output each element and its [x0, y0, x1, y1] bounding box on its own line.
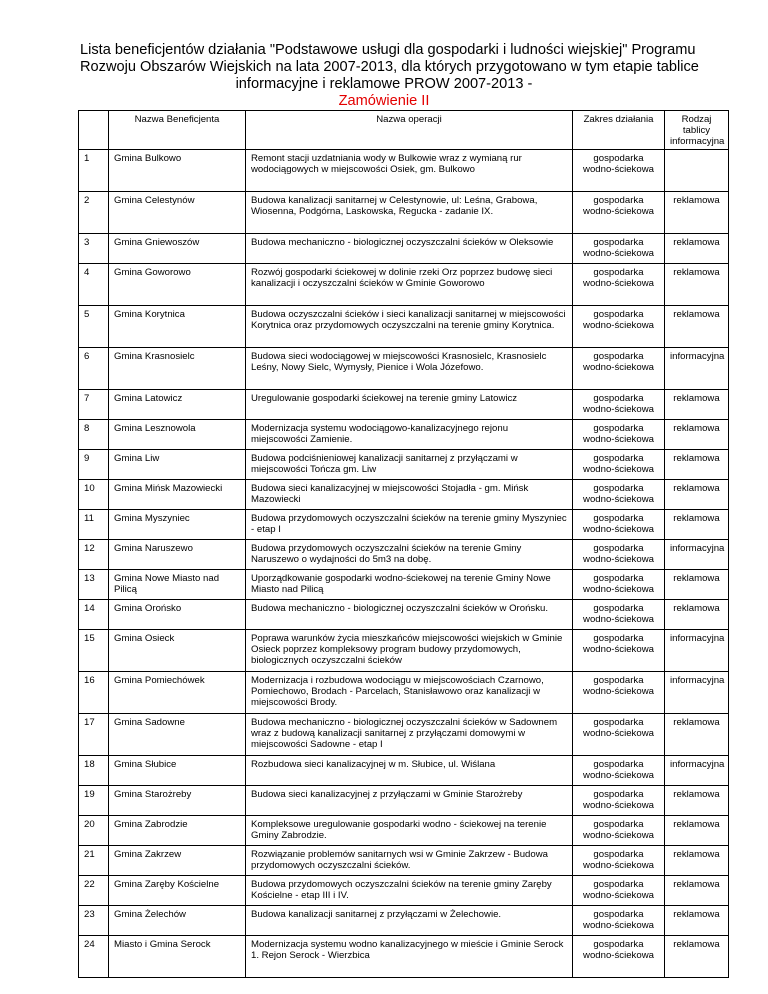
- row-beneficiary: Gmina Bulkowo: [109, 150, 246, 192]
- row-scope: gospodarka wodno-ściekowa: [573, 150, 665, 192]
- row-number: 16: [79, 672, 109, 714]
- table-row: [79, 672, 729, 714]
- row-scope: gospodarka wodno-ściekowa: [573, 480, 665, 510]
- row-scope: gospodarka wodno-ściekowa: [573, 192, 665, 234]
- table-row: [79, 756, 729, 786]
- table-row: [79, 540, 729, 570]
- table-row: [79, 450, 729, 480]
- table-header-row: [79, 111, 729, 150]
- row-beneficiary: Miasto i Gmina Serock: [109, 936, 246, 978]
- row-scope: gospodarka wodno-ściekowa: [573, 264, 665, 306]
- row-type: informacyjna: [665, 540, 729, 570]
- row-scope: gospodarka wodno-ściekowa: [573, 570, 665, 600]
- row-operation: Rozwiązanie problemów sanitarnych wsi w Gminie Zakrzew - Budowa przydomowych oczyszczalni ścieków.: [246, 846, 573, 876]
- row-operation: Budowa przydomowych oczyszczalni ścieków na terenie Gminy Naruszewo o wydajności do 5m3 na dobę.: [246, 540, 573, 570]
- row-beneficiary: Gmina Gniewoszów: [109, 234, 246, 264]
- row-number: 2: [79, 192, 109, 234]
- row-number: 10: [79, 480, 109, 510]
- row-number: 20: [79, 816, 109, 846]
- row-scope: gospodarka wodno-ściekowa: [573, 906, 665, 936]
- row-operation: Rozwój gospodarki ściekowej w dolinie rzeki Orz poprzez budowę sieci kanalizacji i oczyszczalni ścieków w Gminie Goworowo: [246, 264, 573, 306]
- table-row: [79, 600, 729, 630]
- row-operation: Budowa mechaniczno - biologicznej oczyszczalni ścieków w Oleksowie: [246, 234, 573, 264]
- table-row: [79, 390, 729, 420]
- row-scope: gospodarka wodno-ściekowa: [573, 756, 665, 786]
- row-beneficiary: Gmina Orońsko: [109, 600, 246, 630]
- table-row: [79, 846, 729, 876]
- row-type: reklamowa: [665, 234, 729, 264]
- row-number: 12: [79, 540, 109, 570]
- row-operation: Budowa mechaniczno - biologicznej oczyszczalni ścieków w Orońsku.: [246, 600, 573, 630]
- header-operation: Nazwa operacji: [246, 111, 573, 150]
- row-scope: gospodarka wodno-ściekowa: [573, 540, 665, 570]
- row-scope: gospodarka wodno-ściekowa: [573, 234, 665, 264]
- row-beneficiary: Gmina Korytnica: [109, 306, 246, 348]
- table-row: [79, 306, 729, 348]
- row-scope: gospodarka wodno-ściekowa: [573, 714, 665, 756]
- row-operation: Budowa podciśnieniowej kanalizacji sanitarnej z przyłączami w miejscowości Tończa gm. Liw: [246, 450, 573, 480]
- row-scope: gospodarka wodno-ściekowa: [573, 306, 665, 348]
- table-row: [79, 480, 729, 510]
- document-title: [80, 42, 699, 110]
- row-type: reklamowa: [665, 936, 729, 978]
- row-beneficiary: Gmina Osieck: [109, 630, 246, 672]
- header-num: [79, 111, 109, 150]
- row-type: reklamowa: [665, 192, 729, 234]
- row-number: 24: [79, 936, 109, 978]
- row-number: 7: [79, 390, 109, 420]
- row-scope: gospodarka wodno-ściekowa: [573, 420, 665, 450]
- row-type: informacyjna: [665, 756, 729, 786]
- row-type: reklamowa: [665, 816, 729, 846]
- row-beneficiary: Gmina Mińsk Mazowiecki: [109, 480, 246, 510]
- row-operation: Modernizacja systemu wodno kanalizacyjnego w mieście i Gminie Serock 1. Rejon Serock - Wierzbica: [246, 936, 573, 978]
- row-number: 3: [79, 234, 109, 264]
- row-type: reklamowa: [665, 450, 729, 480]
- row-operation: Budowa kanalizacji sanitarnej z przyłączami w Żelechowie.: [246, 906, 573, 936]
- row-operation: Budowa mechaniczno - biologicznej oczyszczalni ścieków w Sadownem wraz z budową kanalizacji sanitarnej z przyłączami domowymi w miejscowości Sadowne - etap I: [246, 714, 573, 756]
- row-number: 5: [79, 306, 109, 348]
- row-operation: Budowa sieci wodociągowej w miejscowości Krasnosielc, Krasnosielc Leśny, Nowy Sielc, Wymysły, Pienice i Wola Józefowo.: [246, 348, 573, 390]
- row-beneficiary: Gmina Zabrodzie: [109, 816, 246, 846]
- row-beneficiary: Gmina Słubice: [109, 756, 246, 786]
- row-operation: Budowa oczyszczalni ścieków i sieci kanalizacji sanitarnej w miejscowości Korytnica oraz przydomowych oczyszczalni na terenie gminy Korytnica.: [246, 306, 573, 348]
- row-number: 17: [79, 714, 109, 756]
- row-operation: Budowa przydomowych oczyszczalni ścieków na terenie gminy Zaręby Kościelne - etap III i IV.: [246, 876, 573, 906]
- row-beneficiary: Gmina Starożreby: [109, 786, 246, 816]
- row-type: reklamowa: [665, 480, 729, 510]
- row-number: 13: [79, 570, 109, 600]
- row-scope: gospodarka wodno-ściekowa: [573, 876, 665, 906]
- row-beneficiary: Gmina Celestynów: [109, 192, 246, 234]
- row-number: 23: [79, 906, 109, 936]
- row-type: reklamowa: [665, 786, 729, 816]
- row-number: 22: [79, 876, 109, 906]
- row-operation: Uporządkowanie gospodarki wodno-ściekowej na terenie Gminy Nowe Miasto nad Pilicą: [246, 570, 573, 600]
- row-operation: Rozbudowa sieci kanalizacyjnej w m. Słubice, ul. Wiślana: [246, 756, 573, 786]
- row-type: [665, 150, 729, 192]
- row-beneficiary: Gmina Liw: [109, 450, 246, 480]
- row-number: 1: [79, 150, 109, 192]
- row-type: reklamowa: [665, 570, 729, 600]
- row-type: informacyjna: [665, 348, 729, 390]
- header-type: Rodzaj tablicy informacyjna: [665, 111, 729, 150]
- row-number: 19: [79, 786, 109, 816]
- row-number: 4: [79, 264, 109, 306]
- table-row: [79, 570, 729, 600]
- row-beneficiary: Gmina Lesznowola: [109, 420, 246, 450]
- table-row: [79, 420, 729, 450]
- row-operation: Budowa przydomowych oczyszczalni ścieków na terenie gminy Myszyniec - etap I: [246, 510, 573, 540]
- row-scope: gospodarka wodno-ściekowa: [573, 510, 665, 540]
- row-beneficiary: Gmina Nowe Miasto nad Pilicą: [109, 570, 246, 600]
- table-row: [79, 348, 729, 390]
- table-row: [79, 234, 729, 264]
- row-number: 9: [79, 450, 109, 480]
- row-beneficiary: Gmina Naruszewo: [109, 540, 246, 570]
- row-type: reklamowa: [665, 714, 729, 756]
- row-operation: Remont stacji uzdatniania wody w Bulkowie wraz z wymianą rur wodociągowych w miejscowości Osiek, gm. Bulkowo: [246, 150, 573, 192]
- table-row: [79, 816, 729, 846]
- row-type: reklamowa: [665, 264, 729, 306]
- row-type: informacyjna: [665, 672, 729, 714]
- row-scope: gospodarka wodno-ściekowa: [573, 600, 665, 630]
- row-scope: gospodarka wodno-ściekowa: [573, 816, 665, 846]
- table-row: [79, 714, 729, 756]
- row-beneficiary: Gmina Sadowne: [109, 714, 246, 756]
- row-scope: gospodarka wodno-ściekowa: [573, 672, 665, 714]
- row-operation: Budowa sieci kanalizacyjnej w miejscowości Stojadła - gm. Mińsk Mazowiecki: [246, 480, 573, 510]
- row-scope: gospodarka wodno-ściekowa: [573, 630, 665, 672]
- row-scope: gospodarka wodno-ściekowa: [573, 450, 665, 480]
- row-number: 6: [79, 348, 109, 390]
- row-beneficiary: Gmina Krasnosielc: [109, 348, 246, 390]
- row-beneficiary: Gmina Goworowo: [109, 264, 246, 306]
- row-scope: gospodarka wodno-ściekowa: [573, 936, 665, 978]
- row-number: 8: [79, 420, 109, 450]
- table-row: [79, 786, 729, 816]
- title-line-1: Lista beneficjentów działania "Podstawowe usługi dla gospodarki i ludności wiejskiej" Programu: [80, 42, 696, 58]
- row-beneficiary: Gmina Zaręby Kościelne: [109, 876, 246, 906]
- row-type: reklamowa: [665, 846, 729, 876]
- row-number: 14: [79, 600, 109, 630]
- table-row: [79, 510, 729, 540]
- row-operation: Poprawa warunków życia mieszkańców miejscowości wiejskich w Gminie Osieck poprzez kompleksowy program budowy przydomowych, biologicznych oczyszczalni ścieków: [246, 630, 573, 672]
- table-row: [79, 150, 729, 192]
- row-scope: gospodarka wodno-ściekowa: [573, 786, 665, 816]
- table-row: [79, 630, 729, 672]
- row-type: reklamowa: [665, 600, 729, 630]
- table-row: [79, 264, 729, 306]
- row-type: reklamowa: [665, 510, 729, 540]
- row-beneficiary: Gmina Pomiechówek: [109, 672, 246, 714]
- row-number: 18: [79, 756, 109, 786]
- title-line-2: Rozwoju Obszarów Wiejskich na lata 2007-2013, dla których przygotowano w tym etapie tablice: [80, 59, 699, 75]
- row-operation: Budowa kanalizacji sanitarnej w Celestynowie, ul: Leśna, Grabowa, Wiosenna, Podgórna, Laskowska, Regucka - zadanie IX.: [246, 192, 573, 234]
- row-beneficiary: Gmina Żelechów: [109, 906, 246, 936]
- beneficiaries-table: [78, 110, 729, 978]
- table-row: [79, 192, 729, 234]
- row-operation: Uregulowanie gospodarki ściekowej na terenie gminy Latowicz: [246, 390, 573, 420]
- row-scope: gospodarka wodno-ściekowa: [573, 390, 665, 420]
- row-number: 21: [79, 846, 109, 876]
- row-operation: Budowa sieci kanalizacyjnej z przyłączami w Gminie Starożreby: [246, 786, 573, 816]
- row-scope: gospodarka wodno-ściekowa: [573, 846, 665, 876]
- row-type: reklamowa: [665, 876, 729, 906]
- row-operation: Kompleksowe uregulowanie gospodarki wodno - ściekowej na terenie Gminy Zabrodzie.: [246, 816, 573, 846]
- title-order-label: Zamówienie II: [338, 93, 430, 109]
- row-beneficiary: Gmina Zakrzew: [109, 846, 246, 876]
- row-type: reklamowa: [665, 306, 729, 348]
- row-type: reklamowa: [665, 420, 729, 450]
- table-row: [79, 936, 729, 978]
- row-number: 11: [79, 510, 109, 540]
- row-scope: gospodarka wodno-ściekowa: [573, 348, 665, 390]
- row-beneficiary: Gmina Myszyniec: [109, 510, 246, 540]
- header-scope: Zakres działania: [573, 111, 665, 150]
- row-operation: Modernizacja systemu wodociągowo-kanalizacyjnego rejonu miejscowości Zamienie.: [246, 420, 573, 450]
- row-operation: Modernizacja i rozbudowa wodociągu w miejscowościach Czarnowo, Pomiechowo, Brodach - Parcelach, Stanisławowo oraz kanalizacji w miejscowości Brody.: [246, 672, 573, 714]
- row-type: reklamowa: [665, 390, 729, 420]
- row-type: informacyjna: [665, 630, 729, 672]
- row-beneficiary: Gmina Latowicz: [109, 390, 246, 420]
- header-beneficiary: Nazwa Beneficjenta: [109, 111, 246, 150]
- row-number: 15: [79, 630, 109, 672]
- row-type: reklamowa: [665, 906, 729, 936]
- table-row: [79, 876, 729, 906]
- title-line-3: informacyjne i reklamowe PROW 2007-2013 -: [235, 76, 533, 92]
- table-row: [79, 906, 729, 936]
